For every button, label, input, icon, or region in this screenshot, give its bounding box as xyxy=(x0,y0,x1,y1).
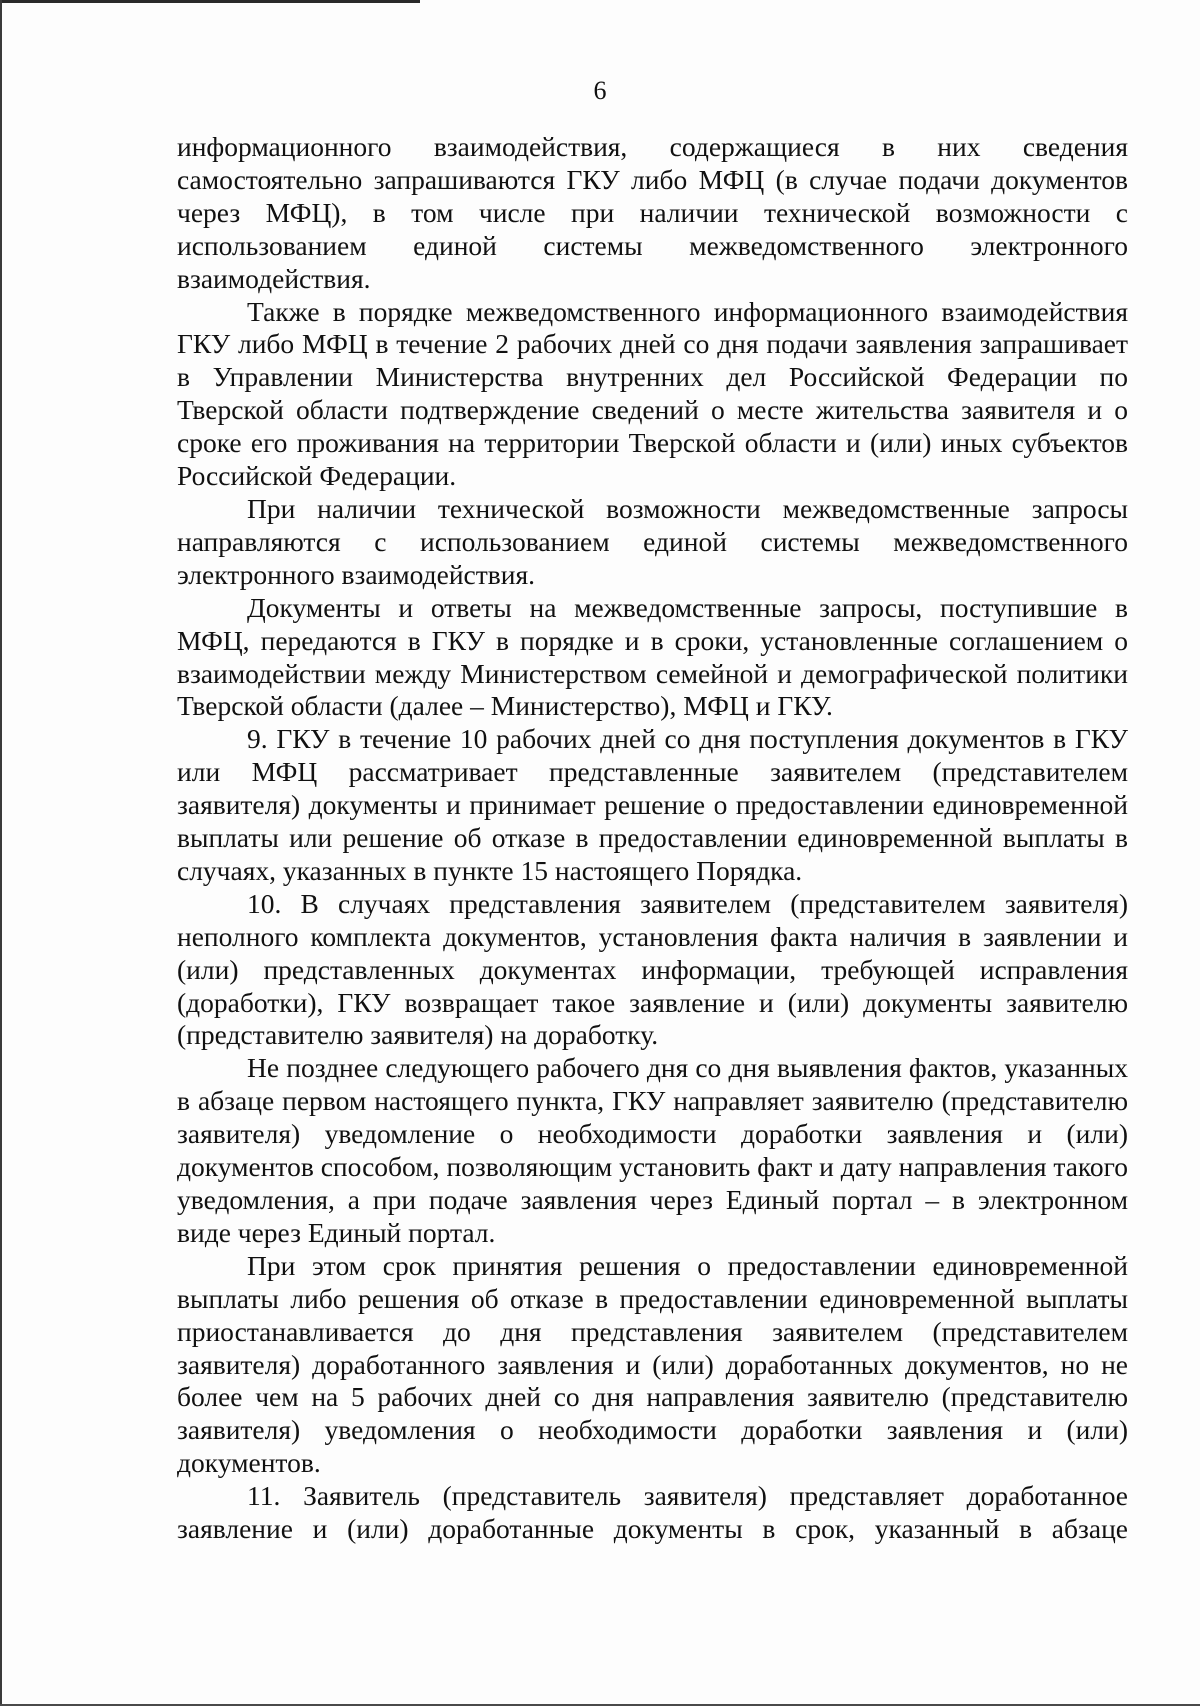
scan-edge-left xyxy=(0,0,2,1706)
paragraph: При этом срок принятия решения о предоставлении единовременной выплаты либо решения об отказе в предоставлении единовременной выплаты приостанавливается до дня представления заявителем (представителем заявителя) доработанного заявления и (или) доработанных документов, но не более чем на 5 рабочих дней со дня направления заявителю (представителю заявителя) уведомления о необходимости доработки заявления и (или) документов. xyxy=(177,1249,1128,1479)
paragraph: информационного взаимодействия, содержащиеся в них сведения самостоятельно запрашиваются ГКУ либо МФЦ (в случае подачи документов через МФЦ), в том числе при наличии технической возможности с использованием единой системы межведомственного электронного взаимодействия. xyxy=(177,131,1128,294)
paragraph: Документы и ответы на межведомственные запросы, поступившие в МФЦ, передаются в ГКУ в порядке и в сроки, установленные соглашением о взаимодействии между Министерством семейной и демографической политики Тверской области (далее – Министерство), МФЦ и ГКУ. xyxy=(177,591,1128,722)
document-body xyxy=(177,131,1128,1546)
paragraph: Также в порядке межведомственного информационного взаимодействия ГКУ либо МФЦ в течение 2 рабочих дней со дня подачи заявления запрашивает в Управлении Министерства внутренних дел Российской Федерации по Тверской области подтверждение сведений о месте жительства заявителя и о сроке его проживания на территории Тверской области и (или) иных субъектов Российской Федерации. xyxy=(177,295,1128,492)
paragraph: Не позднее следующего рабочего дня со дня выявления фактов, указанных в абзаце первом настоящего пункта, ГКУ направляет заявителю (представителю заявителя) уведомление о необходимости доработки заявления и (или) документов способом, позволяющим установить факт и дату направления такого уведомления, а при подаче заявления через Единый портал – в электронном виде через Единый портал. xyxy=(177,1052,1128,1248)
paragraph-item-11: 11. Заявитель (представитель заявителя) представляет доработанное заявление и (или) доработанные документы в срок, указанный в абзаце xyxy=(177,1480,1128,1545)
scan-edge-top xyxy=(0,0,420,3)
paragraph-item-9: 9. ГКУ в течение 10 рабочих дней со дня поступления документов в ГКУ или МФЦ рассматривает представленные заявителем (представителем заявителя) документы и принимает решение о предоставлении единовременной выплаты или решение об отказе в предоставлении единовременной выплаты в случаях, указанных в пункте 15 настоящего Порядка. xyxy=(177,723,1128,886)
page-number: 6 xyxy=(593,76,607,105)
paragraph-item-10: 10. В случаях представления заявителем (представителем заявителя) неполного комплекта документов, установления факта наличия в заявлении и (или) представленных документах информации, требующей исправления (доработки), ГКУ возвращает такое заявление и (или) документы заявителю (представителю заявителя) на доработку. xyxy=(177,887,1128,1051)
paragraph: При наличии технической возможности межведомственные запросы направляются с использованием единой системы межведомственного электронного взаимодействия. xyxy=(177,492,1128,590)
